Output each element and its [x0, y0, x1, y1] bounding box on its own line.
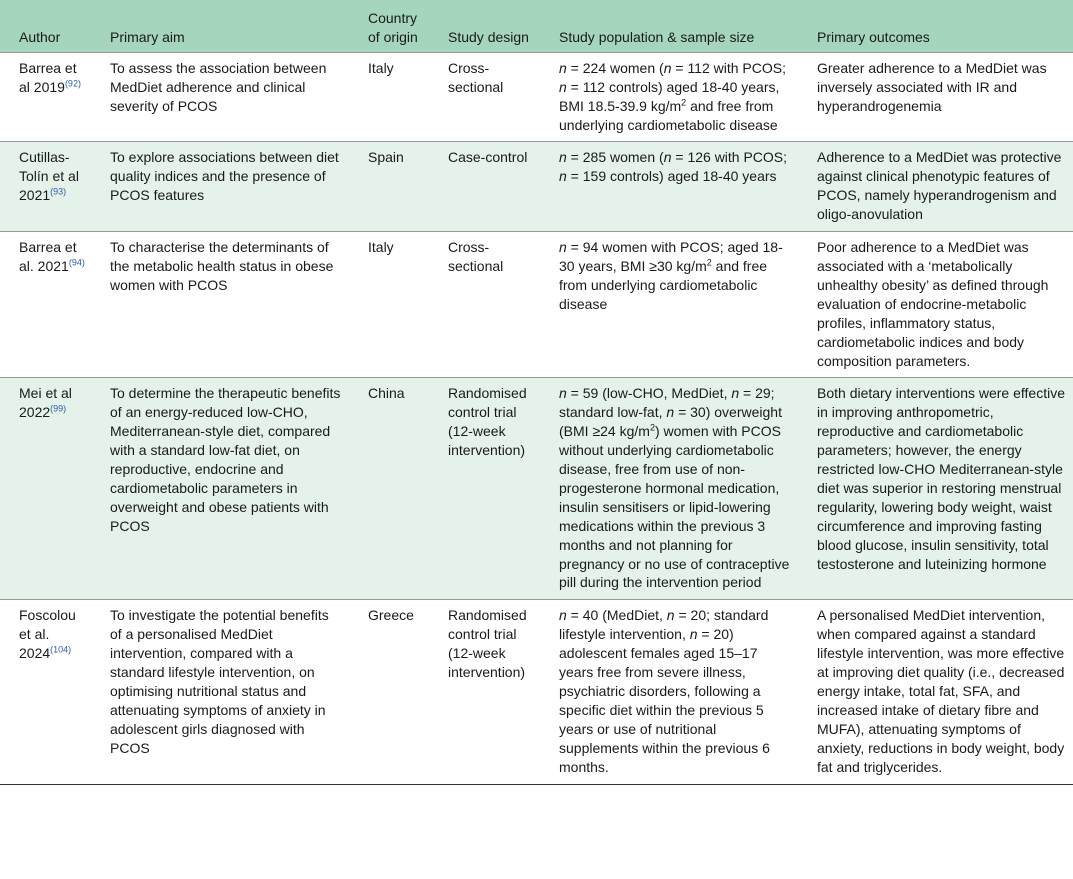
population-text: = 29; standard low-fat,: [559, 385, 775, 421]
population-text: and free from underlying cardiometabolic disease: [559, 257, 768, 312]
aim-cell: To investigate the potential benefits of a personalised MedDiet intervention, compared with a standard lifestyle intervention, on optimising nutritional status and attenuating symptoms of anxiety in adolescent girls diagnosed with PCOS: [110, 607, 329, 756]
population-text: = 30) overweight (BMI ≥24 kg/m: [559, 404, 782, 440]
n-symbol: n: [689, 626, 698, 643]
population-text: = 59 (low-CHO, MedDiet,: [566, 385, 732, 402]
superscript: 2: [649, 422, 655, 433]
population-text: = 112 with PCOS;: [671, 59, 786, 76]
country-cell: China: [368, 385, 405, 402]
population-text: = 159 controls) aged 18-40 years: [566, 168, 777, 185]
population-text: = 224 women (: [566, 59, 664, 76]
author-name: Foscolou et al. 2024: [19, 607, 76, 662]
header-country: Country of origin: [368, 10, 418, 45]
aim-cell: To assess the association between MedDiet adherence and clinical severity of PCOS: [110, 59, 327, 114]
author-name: Cutillas-Tolín et al 2021: [19, 149, 79, 204]
table-row: [0, 232, 1073, 378]
author-cell: [0, 600, 91, 784]
population-cell: [540, 600, 798, 784]
reference-link[interactable]: (94): [68, 257, 85, 268]
design-cell: Randomised control trial (12-week intervention): [448, 607, 527, 681]
author-cell: [0, 52, 91, 142]
author-name: Barrea et al. 2021: [19, 239, 77, 274]
header-study-design: Study design: [448, 28, 529, 45]
country-cell: Italy: [368, 239, 394, 256]
outcome-cell: Both dietary interventions were effective in improving anthropometric, reproductive and cardiometabolic parameters; however, the energy restricted low-CHO Mediterranean-style diet was superior in restoring menstrual regularity, lowering body weight, waist circumference and improving fasting blood glucose, insulin sensitivity, total testosterone and luteinizing hormone: [817, 385, 1065, 572]
n-symbol: n: [559, 59, 567, 76]
population-cell: [540, 142, 798, 232]
n-symbol: n: [559, 607, 567, 624]
superscript: 2: [706, 257, 712, 268]
population-text: ) women with PCOS without underlying cardiometabolic disease, free from use of non-progesterone hormonal medication, insulin sensitisers or lipid-lowering medications within the previous 3 months and not planning for pregnancy or no use of contraceptive pill during the intervention period: [559, 423, 790, 591]
header-row: [0, 0, 1073, 52]
aim-cell: To explore associations between diet quality indices and the presence of PCOS features: [110, 149, 339, 204]
design-cell: Randomised control trial (12-week intervention): [448, 385, 527, 459]
reference-link[interactable]: (104): [50, 644, 72, 655]
n-symbol: n: [559, 149, 567, 166]
outcome-cell: A personalised MedDiet intervention, when compared against a standard lifestyle intervention, was more effective at improving diet quality (i.e., decreased energy intake, total fat, SFA, and increased intake of dietary fibre and MUFA), attenuating symptoms of anxiety, reductions in body weight, body fat and triglycerides.: [817, 607, 1065, 775]
author-cell: [0, 378, 91, 600]
aim-cell: To characterise the determinants of the metabolic health status in obese women with PCOS: [110, 239, 334, 293]
n-symbol: n: [731, 385, 740, 402]
n-symbol: n: [666, 404, 675, 421]
author-name: Barrea et al 2019: [19, 59, 77, 95]
header-primary-aim: Primary aim: [110, 28, 185, 45]
header-study-population: Study population & sample size: [559, 28, 755, 45]
population-text: = 20; standard lifestyle intervention,: [559, 607, 769, 643]
country-cell: Spain: [368, 149, 404, 166]
reference-link[interactable]: (92): [64, 78, 81, 89]
country-cell: Greece: [368, 607, 414, 624]
header-primary-outcomes: Primary outcomes: [817, 28, 930, 45]
population-text: = 126 with PCOS;: [671, 149, 788, 166]
n-symbol: n: [666, 607, 675, 624]
population-text: = 94 women with PCOS; aged 18-30 years, BMI ≥30 kg/m: [559, 239, 783, 274]
aim-cell: To determine the therapeutic benefits of an energy-reduced low-CHO, Mediterranean-style diet, compared with a standard low-fat diet, on reproductive, endocrine and cardiometabolic parameters in overweight and obese patients with PCOS: [110, 385, 341, 534]
population-text: = 112 controls) aged 18-40 years, BMI 18.5-39.9 kg/m: [559, 78, 780, 114]
population-cell: [540, 232, 798, 378]
n-symbol: n: [559, 385, 567, 402]
population-text: = 285 women (: [566, 149, 664, 166]
country-cell: Italy: [368, 59, 394, 76]
author-name: Mei et al 2022: [19, 385, 72, 421]
population-cell: [540, 378, 798, 600]
reference-link[interactable]: (99): [50, 403, 67, 414]
outcome-cell: Poor adherence to a MedDiet was associated with a ‘metabolically unhealthy obesity’ as defined through evaluation of endocrine-metabolic profiles, inflammatory status, cardiometabolic indices and body composition parameters.: [817, 239, 1049, 369]
design-cell: Cross-sectional: [448, 239, 504, 274]
table-row: [0, 52, 1073, 142]
table-header: [0, 0, 1073, 52]
n-symbol: n: [559, 78, 567, 95]
header-author: Author: [19, 28, 61, 45]
author-cell: [0, 232, 91, 378]
author-cell: [0, 142, 91, 232]
design-cell: Case-control: [448, 149, 528, 166]
population-cell: [540, 52, 798, 142]
n-symbol: n: [663, 59, 672, 76]
n-symbol: n: [663, 149, 672, 166]
outcome-cell: Greater adherence to a MedDiet was inversely associated with IR and hyperandrogenemia: [817, 59, 1047, 114]
outcome-cell: Adherence to a MedDiet was protective against clinical phenotypic features of PCOS, namely hyperandrogenism and oligo-anovulation: [817, 149, 1062, 223]
reference-link[interactable]: (93): [50, 186, 67, 197]
population-text: and free from underlying cardiometabolic disease: [559, 97, 778, 133]
superscript: 2: [681, 96, 687, 107]
n-symbol: n: [559, 239, 567, 256]
population-text: = 20) adolescent females aged 15–17 years free from severe illness, psychiatric disorders, following a specific diet within the previous 5 years or use of nutritional supplements within the previous 6 months.: [559, 626, 770, 775]
table-row: [0, 600, 1073, 784]
n-symbol: n: [559, 168, 567, 185]
population-text: = 40 (MedDiet,: [566, 607, 667, 624]
design-cell: Cross-sectional: [448, 59, 504, 95]
table-row: [0, 142, 1073, 232]
table-row: [0, 378, 1073, 600]
